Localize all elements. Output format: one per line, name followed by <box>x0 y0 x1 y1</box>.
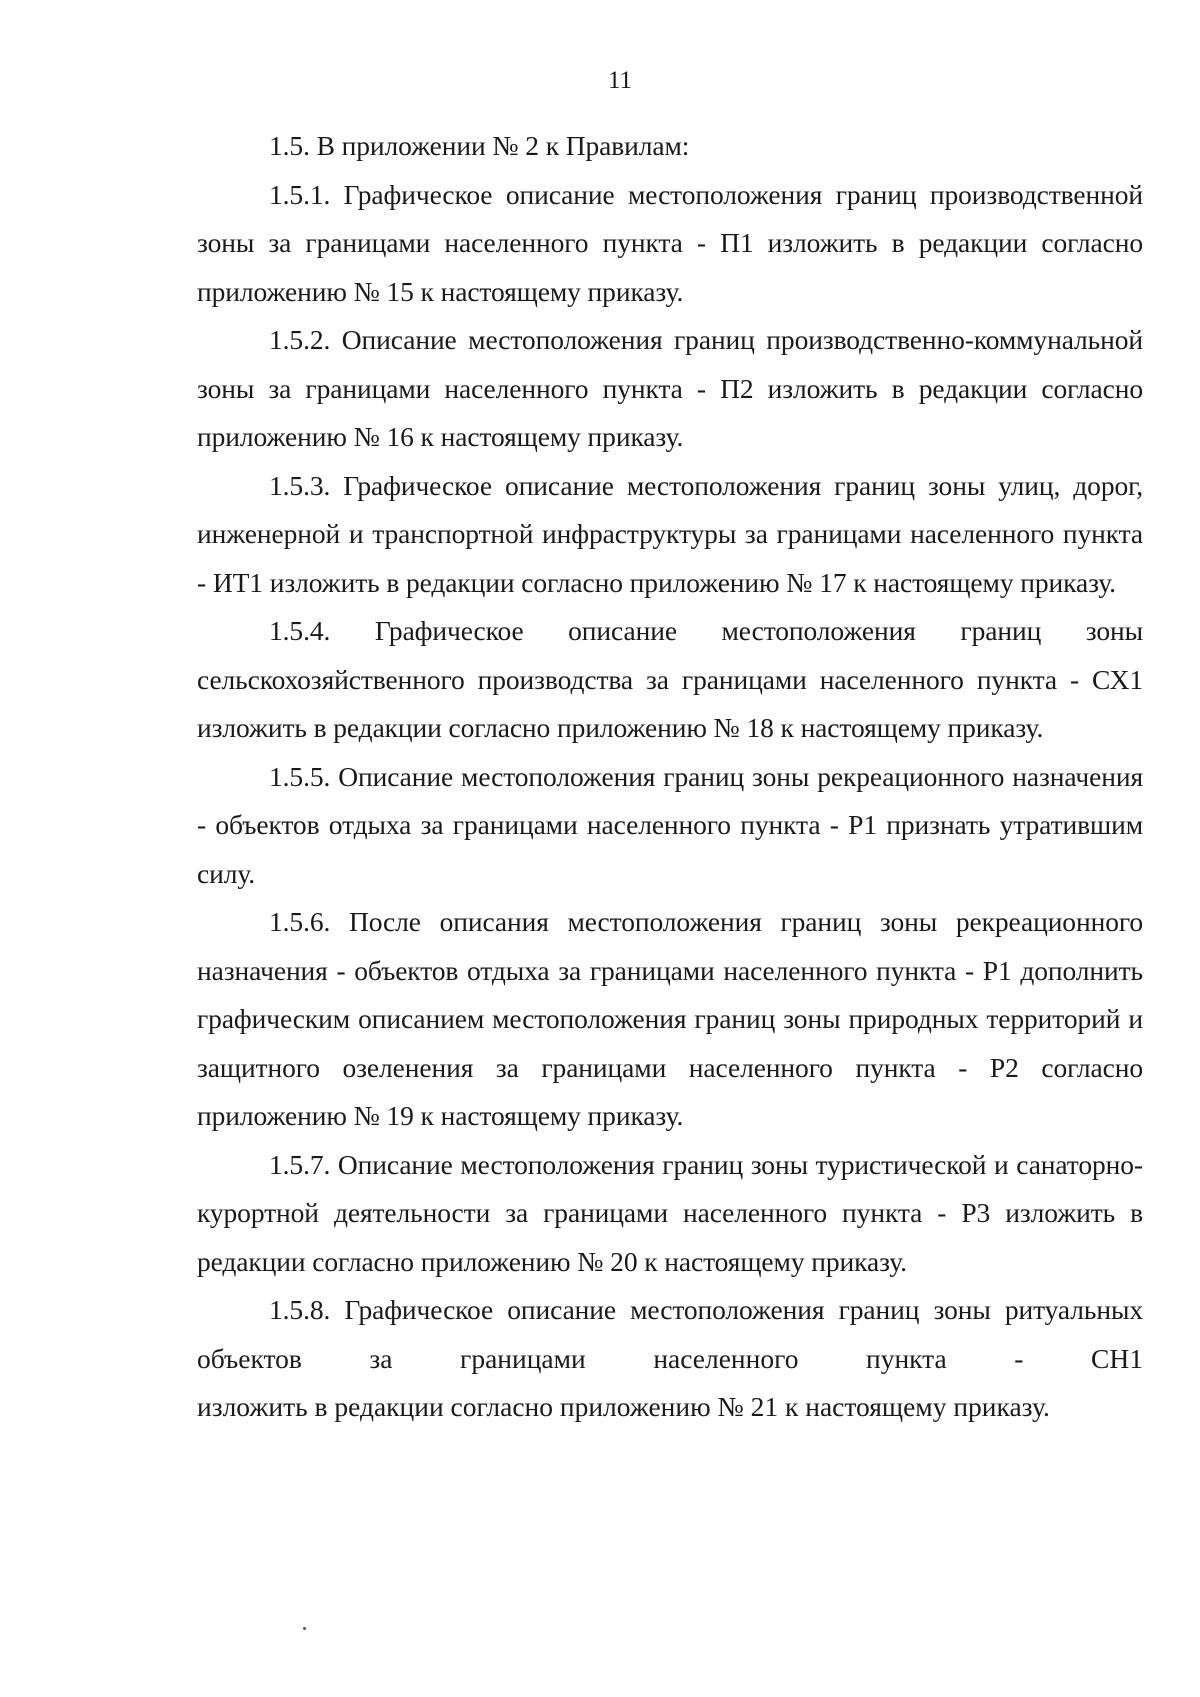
line-word: населенного <box>653 1342 799 1374</box>
paragraph-1-5: 1.5. В приложении № 2 к Правилам: <box>269 130 690 161</box>
scan-speck <box>303 1627 306 1630</box>
line-word: объектов <box>197 1342 302 1374</box>
line-word: СН1 <box>1091 1342 1143 1374</box>
paragraph-1-5-7: 1.5.7. Описание местоположения границ зоны туристической и санаторно-курортной деятельности за границами населенного пункта - Р3 изложить в редакции согласно приложению № 20 к настоящему приказу. <box>197 1148 1143 1277</box>
paragraph-1-5-3: 1.5.3. Графическое описание местоположения границ зоны улиц, дорог, инженерной и транспортной инфраструктуры за границами населенного пункта - ИТ1 изложить в редакции согласно приложению № 17 к настоящему приказу. <box>197 469 1143 598</box>
paragraph-1-5-8-line-3: изложить в редакции согласно приложению № 21 к настоящему приказу. <box>197 1391 1050 1422</box>
page-number: 11 <box>607 67 633 94</box>
paragraph-1-5-8 <box>197 1286 1143 1432</box>
line-word: за <box>369 1342 393 1374</box>
paragraph-1-5-2: 1.5.2. Описание местоположения границ производственно-коммунальной зоны за границами населенного пункта - П2 изложить в редакции согласно приложению № 16 к настоящему приказу. <box>197 324 1143 452</box>
paragraph-1-5-4: 1.5.4. Графическое описание местоположения границ зоны сельскохозяйственного производства за границами населенного пункта - СХ1 изложить в редакции согласно приложению № 18 к настоящему приказу. <box>197 615 1143 743</box>
line-word: пункта <box>866 1342 947 1374</box>
line-word: границами <box>460 1342 586 1374</box>
line-word: - <box>1014 1342 1024 1374</box>
document-body <box>197 122 1143 1432</box>
paragraph-1-5-5: 1.5.5. Описание местоположения границ зоны рекреационного назначения - объектов отдыха за границами населенного пункта - Р1 признать утратившим силу. <box>197 760 1143 889</box>
paragraph-1-5-8-line-1: 1.5.8. Графическое описание местоположения границ зоны ритуальных <box>269 1294 1143 1325</box>
paragraph-1-5-6: 1.5.6. После описания местоположения границ зоны рекреационного назначения - объектов отдыха за границами населенного пункта - Р1 дополнить графическим описанием местоположения границ зоны природных территорий и защитного озеленения за границами населенного пункта - Р2 согласно приложению № 19 к настоящему приказу. <box>197 906 1143 1131</box>
paragraph-1-5-1: 1.5.1. Графическое описание местоположения границ производственной зоны за границами населенного пункта - П1 изложить в редакции согласно приложению № 15 к настоящему приказу. <box>197 178 1143 307</box>
paragraph-1-5-8-line-2 <box>197 1335 1143 1384</box>
